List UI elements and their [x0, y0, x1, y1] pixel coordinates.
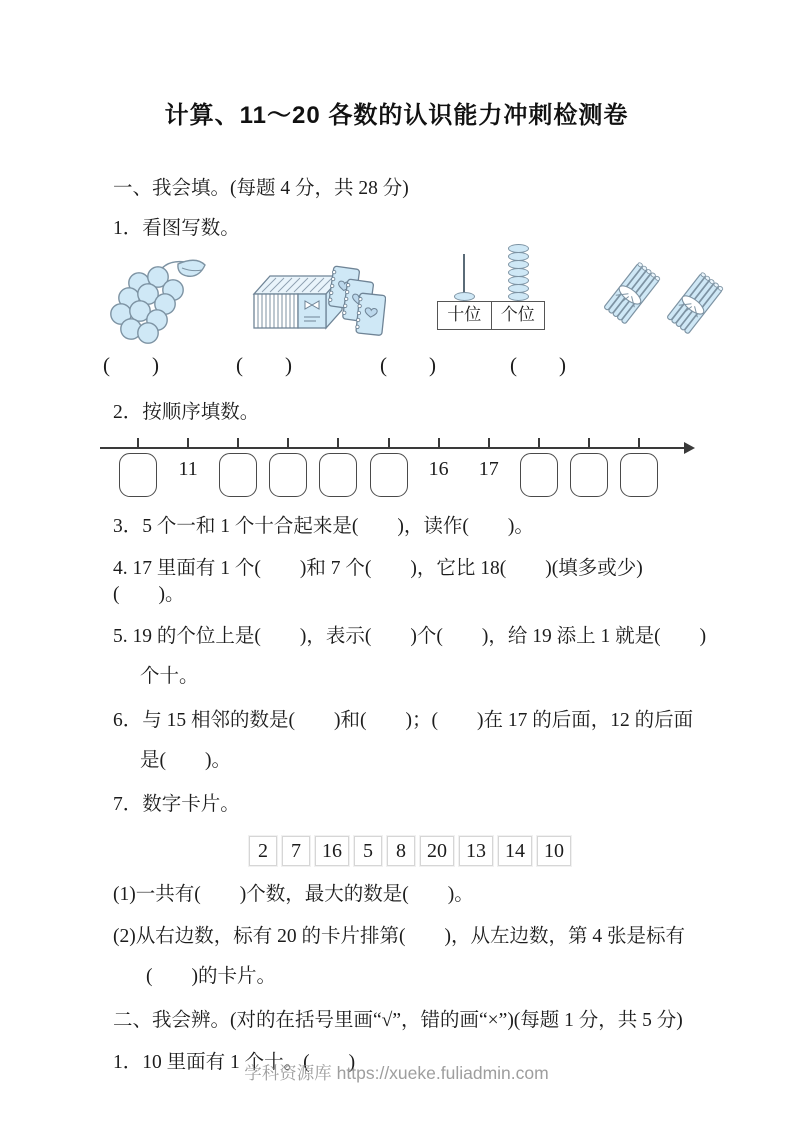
- question-4: 4. 17 里面有 1 个( )和 7 个( )，它比 18( )(填多或少)( )。: [113, 558, 643, 605]
- number-cards: [113, 836, 707, 866]
- question-5-line1: 5. 19 的个位上是( )，表示( )个( )，给 19 添上 1 就是( ): [113, 626, 707, 647]
- section1-header: 一、我会填。(每题 4 分，共 28 分): [113, 178, 409, 199]
- question-7-label: 7．数字卡片。: [113, 794, 240, 815]
- question-6-line2: 是( )。: [140, 750, 231, 771]
- number-card: 8: [387, 836, 415, 866]
- number-line: [100, 434, 696, 498]
- question-1-images: [0, 252, 793, 348]
- number-card: 20: [420, 836, 454, 866]
- bead: [508, 292, 529, 301]
- page-title: 计算、11～20 各数的认识能力冲刺检测卷: [164, 102, 629, 129]
- section2-question-1: 1．10 里面有 1 个十。( ): [113, 1052, 356, 1073]
- notebooks: [328, 266, 386, 336]
- ones-label: 个位: [500, 305, 535, 324]
- number-card: 10: [537, 836, 571, 866]
- question-3: 3．5 个一和 1 个十合起来是( )，读作( )。: [113, 516, 534, 537]
- number-card: 14: [498, 836, 532, 866]
- fill-box: [520, 453, 558, 497]
- number-card: 2: [249, 836, 277, 866]
- answer-blank: ( ): [510, 353, 566, 377]
- number-card: 7: [282, 836, 310, 866]
- question-7-sub2-line2: ( )的卡片。: [146, 966, 276, 987]
- number-label: 16: [428, 458, 449, 480]
- stick-bundles-illustration: [598, 252, 733, 350]
- fill-box: [370, 453, 408, 497]
- number-card: 16: [315, 836, 349, 866]
- fill-box: [570, 453, 608, 497]
- place-value-counter: [437, 254, 545, 330]
- question-1-blanks: [0, 352, 793, 384]
- answer-blank: ( ): [380, 353, 436, 377]
- grapes-illustration: [98, 252, 210, 347]
- fill-box: [269, 453, 307, 497]
- footer-watermark: 学科资源库 https://xueke.fuliadmin.com: [244, 1063, 549, 1083]
- tens-rod: [437, 254, 491, 301]
- question-7-sub1: (1)一共有( )个数，最大的数是( )。: [113, 884, 474, 905]
- books-illustration: [246, 254, 386, 346]
- question-2-label: 2．按顺序填数。: [113, 402, 260, 423]
- number-label: 17: [478, 458, 499, 480]
- answer-blank: ( ): [103, 353, 159, 377]
- fill-box: [620, 453, 658, 497]
- fill-box: [219, 453, 257, 497]
- answer-blank: ( ): [236, 353, 292, 377]
- number-card: 5: [354, 836, 382, 866]
- question-7-sub2-line1: (2)从右边数，标有 20 的卡片排第( )，从左边数，第 4 张是标有: [113, 926, 685, 947]
- question-5-line2: 个十。: [140, 666, 199, 687]
- section2-header: 二、我会辨。(对的在括号里画“√”，错的画“×”)(每题 1 分，共 5 分): [113, 1010, 683, 1031]
- number-label: 11: [178, 458, 198, 480]
- question-6-line1: 6．与 15 相邻的数是( )和( )；( )在 17 的后面，12 的后面: [113, 710, 694, 731]
- number-card: 13: [459, 836, 493, 866]
- ones-rod: [491, 254, 545, 301]
- fill-box: [119, 453, 157, 497]
- tens-label: 十位: [438, 302, 492, 329]
- question-1-label: 1．看图写数。: [113, 218, 240, 239]
- fill-box: [319, 453, 357, 497]
- bead: [454, 292, 475, 301]
- arrow-right-icon: [684, 442, 695, 454]
